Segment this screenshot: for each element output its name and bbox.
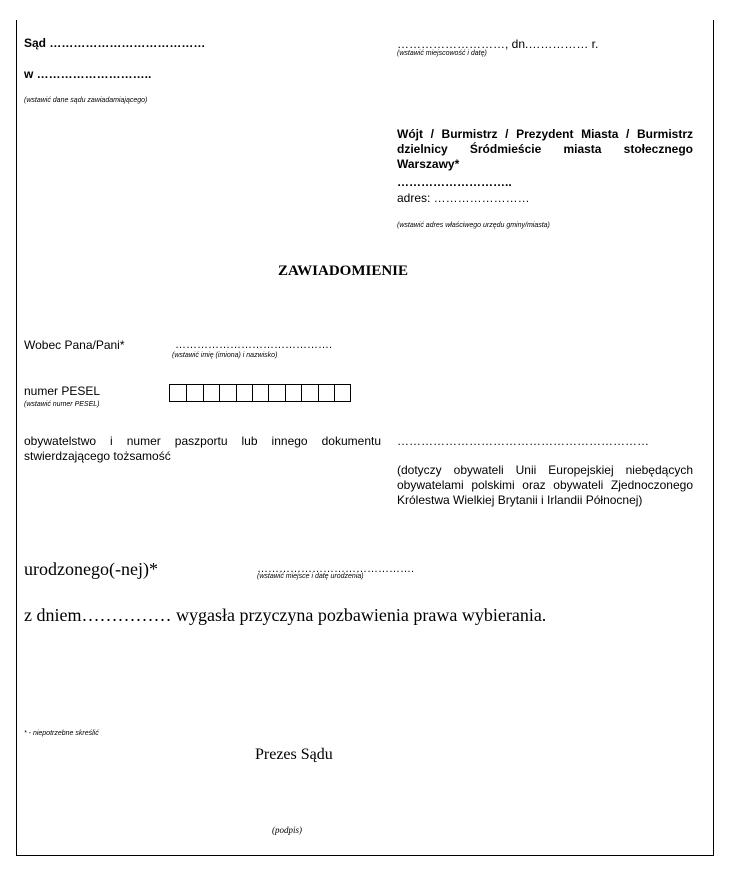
citizenship-dots[interactable]: ……………………………………………………… <box>397 434 649 448</box>
place-date-hint: (wstawić miejscowość i datę) <box>397 50 487 57</box>
pesel-label: numer PESEL <box>24 384 101 398</box>
pesel-digit-box[interactable] <box>219 385 235 401</box>
court-hint: (wstawić dane sądu zawiadamiającego) <box>24 97 148 104</box>
recipient-dots[interactable]: ……………………….. <box>397 175 512 189</box>
pesel-digit-box[interactable] <box>252 385 268 401</box>
citizenship-label: obywatelstwo i numer paszportu lub innego dokumentu stwierdzającego tożsamość <box>24 434 381 463</box>
pesel-input-boxes[interactable] <box>169 384 351 402</box>
pesel-digit-box[interactable] <box>236 385 252 401</box>
pesel-digit-box[interactable] <box>318 385 334 401</box>
court-name-line[interactable]: Sąd ………………………………… <box>24 36 206 50</box>
pesel-digit-box[interactable] <box>285 385 301 401</box>
birth-label: urodzonego(-nej)* <box>24 559 158 579</box>
statement-text: z dniem…………… wygasła przyczyna pozbawienia prawa wybierania. <box>24 605 547 625</box>
person-hint: (wstawić imię (imiona) i nazwisko) <box>172 352 278 359</box>
person-name-dots[interactable]: ……………………………………. <box>175 339 333 351</box>
birth-hint: (wstawić miejsce i datę urodzenia) <box>257 573 364 580</box>
recipient-address[interactable]: adres: …………………… <box>397 191 530 205</box>
pesel-hint: (wstawić numer PESEL) <box>24 401 100 408</box>
pesel-digit-box[interactable] <box>170 385 186 401</box>
citizenship-note: (dotyczy obywateli Unii Europejskiej niebędących obywatelami polskimi oraz obywateli Zjednoczonego Królestwa Wielkiej Brytanii i Irlandii Północnej) <box>397 463 693 507</box>
recipient-hint: (wstawić adres właściwego urzędu gminy/miasta) <box>397 222 550 229</box>
recipient-title: Wójt / Burmistrz / Prezydent Miasta / Burmistrz dzielnicy Śródmieście miasta stołecznego Warszawy* <box>397 127 693 171</box>
pesel-digit-box[interactable] <box>186 385 202 401</box>
pesel-digit-box[interactable] <box>301 385 317 401</box>
pesel-digit-box[interactable] <box>334 385 350 401</box>
signature-title: Prezes Sądu <box>255 746 333 763</box>
place-date-line[interactable]: ………………………, dn.…………… r. <box>397 37 599 51</box>
document-heading: ZAWIADOMIENIE <box>278 263 409 279</box>
signature-caption: (podpis) <box>272 825 302 835</box>
footnote: * - niepotrzebne skreślić <box>24 730 99 737</box>
person-label: Wobec Pana/Pani* <box>24 338 125 352</box>
birth-dots[interactable]: ……………………………………. <box>257 563 415 575</box>
court-location-line[interactable]: w ……………………….. <box>24 67 152 81</box>
pesel-digit-box[interactable] <box>203 385 219 401</box>
pesel-digit-box[interactable] <box>268 385 284 401</box>
